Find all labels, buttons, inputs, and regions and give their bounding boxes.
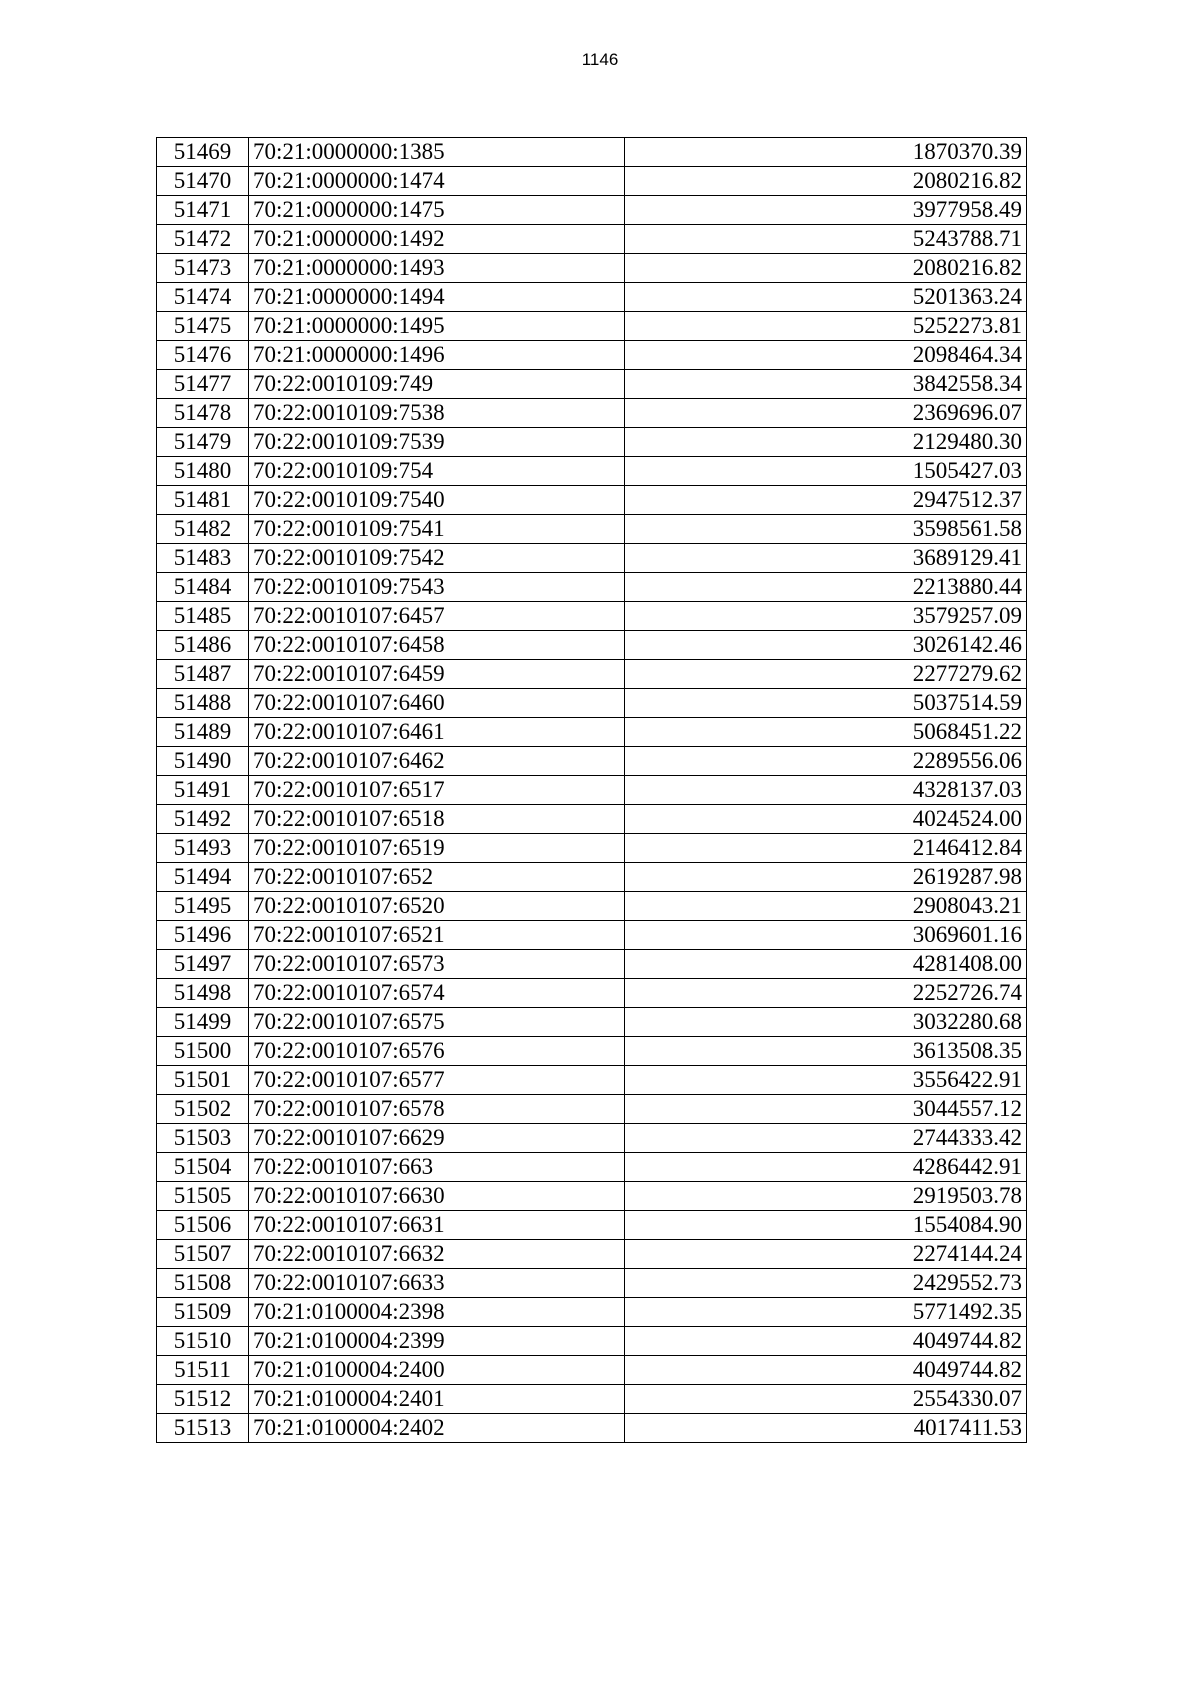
- row-number-cell: 51479: [157, 428, 249, 457]
- cadastral-number-cell: 70:21:0100004:2401: [249, 1385, 625, 1414]
- cadastral-number-cell: 70:21:0000000:1492: [249, 225, 625, 254]
- cadastral-number-cell: 70:22:0010109:7540: [249, 486, 625, 515]
- cadastral-number-cell: 70:22:0010107:6517: [249, 776, 625, 805]
- row-number-cell: 51503: [157, 1124, 249, 1153]
- cadastral-value-cell: 2919503.78: [625, 1182, 1027, 1211]
- cadastral-number-cell: 70:22:0010107:6519: [249, 834, 625, 863]
- cadastral-number-cell: 70:22:0010107:6577: [249, 1066, 625, 1095]
- table-row: [157, 1356, 1027, 1385]
- table-row: [157, 1414, 1027, 1443]
- cadastral-number-cell: 70:21:0000000:1493: [249, 254, 625, 283]
- table-row: [157, 1298, 1027, 1327]
- cadastral-value-cell: 3598561.58: [625, 515, 1027, 544]
- table-row: [157, 892, 1027, 921]
- table-row: [157, 544, 1027, 573]
- cadastral-value-cell: 2146412.84: [625, 834, 1027, 863]
- cadastral-value-cell: 2429552.73: [625, 1269, 1027, 1298]
- cadastral-value-cell: 2274144.24: [625, 1240, 1027, 1269]
- table-row: [157, 370, 1027, 399]
- cadastral-value-cell: 2098464.34: [625, 341, 1027, 370]
- table-row: [157, 1385, 1027, 1414]
- cadastral-number-cell: 70:21:0000000:1475: [249, 196, 625, 225]
- cadastral-value-cell: 2213880.44: [625, 573, 1027, 602]
- cadastral-value-cell: 3026142.46: [625, 631, 1027, 660]
- cadastral-number-cell: 70:22:0010107:6630: [249, 1182, 625, 1211]
- cadastral-number-cell: 70:21:0100004:2402: [249, 1414, 625, 1443]
- cadastral-value-cell: 3556422.91: [625, 1066, 1027, 1095]
- table-row: [157, 515, 1027, 544]
- row-number-cell: 51491: [157, 776, 249, 805]
- table-row: [157, 1182, 1027, 1211]
- table-row: [157, 254, 1027, 283]
- table-row: [157, 312, 1027, 341]
- row-number-cell: 51478: [157, 399, 249, 428]
- cadastral-value-cell: 5068451.22: [625, 718, 1027, 747]
- cadastral-number-cell: 70:21:0000000:1385: [249, 138, 625, 167]
- cadastral-value-cell: 3842558.34: [625, 370, 1027, 399]
- cadastral-value-cell: 3032280.68: [625, 1008, 1027, 1037]
- cadastral-value-cell: 4049744.82: [625, 1327, 1027, 1356]
- cadastral-value-cell: 4328137.03: [625, 776, 1027, 805]
- cadastral-number-cell: 70:22:0010107:6578: [249, 1095, 625, 1124]
- table-row: [157, 196, 1027, 225]
- cadastral-value-cell: 2744333.42: [625, 1124, 1027, 1153]
- row-number-cell: 51497: [157, 950, 249, 979]
- cadastral-value-cell: 2252726.74: [625, 979, 1027, 1008]
- row-number-cell: 51482: [157, 515, 249, 544]
- cadastral-number-cell: 70:21:0100004:2398: [249, 1298, 625, 1327]
- cadastral-number-cell: 70:22:0010107:6518: [249, 805, 625, 834]
- cadastral-number-cell: 70:22:0010109:7539: [249, 428, 625, 457]
- table-row: [157, 1211, 1027, 1240]
- cadastral-number-cell: 70:22:0010107:6575: [249, 1008, 625, 1037]
- row-number-cell: 51498: [157, 979, 249, 1008]
- row-number-cell: 51513: [157, 1414, 249, 1443]
- row-number-cell: 51471: [157, 196, 249, 225]
- cadastral-number-cell: 70:21:0000000:1496: [249, 341, 625, 370]
- cadastral-value-cell: 4049744.82: [625, 1356, 1027, 1385]
- cadastral-number-cell: 70:22:0010107:6632: [249, 1240, 625, 1269]
- row-number-cell: 51504: [157, 1153, 249, 1182]
- cadastral-value-cell: 1870370.39: [625, 138, 1027, 167]
- table-row: [157, 631, 1027, 660]
- cadastral-value-cell: 5252273.81: [625, 312, 1027, 341]
- table-row: [157, 1066, 1027, 1095]
- table-row: [157, 1327, 1027, 1356]
- cadastral-number-cell: 70:22:0010107:6457: [249, 602, 625, 631]
- cadastral-value-cell: 3579257.09: [625, 602, 1027, 631]
- row-number-cell: 51506: [157, 1211, 249, 1240]
- table-row: [157, 167, 1027, 196]
- cadastral-value-cell: 2947512.37: [625, 486, 1027, 515]
- table-row: [157, 399, 1027, 428]
- row-number-cell: 51476: [157, 341, 249, 370]
- row-number-cell: 51474: [157, 283, 249, 312]
- table-row: [157, 689, 1027, 718]
- table-row: [157, 341, 1027, 370]
- cadastral-value-cell: 2908043.21: [625, 892, 1027, 921]
- table-row: [157, 863, 1027, 892]
- row-number-cell: 51508: [157, 1269, 249, 1298]
- cadastral-number-cell: 70:22:0010107:652: [249, 863, 625, 892]
- table-row: [157, 776, 1027, 805]
- table-row: [157, 1095, 1027, 1124]
- cadastral-value-cell: 5243788.71: [625, 225, 1027, 254]
- cadastral-value-cell: 1554084.90: [625, 1211, 1027, 1240]
- table-row: [157, 1240, 1027, 1269]
- table-row: [157, 1037, 1027, 1066]
- cadastral-value-cell: 5771492.35: [625, 1298, 1027, 1327]
- table-row: [157, 747, 1027, 776]
- cadastral-value-cell: 2369696.07: [625, 399, 1027, 428]
- row-number-cell: 51511: [157, 1356, 249, 1385]
- row-number-cell: 51501: [157, 1066, 249, 1095]
- cadastral-value-cell: 4024524.00: [625, 805, 1027, 834]
- cadastral-value-cell: 4281408.00: [625, 950, 1027, 979]
- table-row: [157, 921, 1027, 950]
- cadastral-number-cell: 70:22:0010107:6460: [249, 689, 625, 718]
- cadastral-value-cell: 2080216.82: [625, 167, 1027, 196]
- cadastral-number-cell: 70:22:0010109:754: [249, 457, 625, 486]
- cadastral-value-cell: 3977958.49: [625, 196, 1027, 225]
- row-number-cell: 51480: [157, 457, 249, 486]
- cadastral-number-cell: 70:22:0010107:6633: [249, 1269, 625, 1298]
- table-row: [157, 225, 1027, 254]
- row-number-cell: 51512: [157, 1385, 249, 1414]
- row-number-cell: 51499: [157, 1008, 249, 1037]
- cadastral-number-cell: 70:21:0100004:2399: [249, 1327, 625, 1356]
- cadastral-number-cell: 70:22:0010107:6520: [249, 892, 625, 921]
- row-number-cell: 51486: [157, 631, 249, 660]
- cadastral-value-cell: 3044557.12: [625, 1095, 1027, 1124]
- table-row: [157, 283, 1027, 312]
- row-number-cell: 51475: [157, 312, 249, 341]
- table-row: [157, 1008, 1027, 1037]
- table-row: [157, 805, 1027, 834]
- cadastral-value-cell: 4017411.53: [625, 1414, 1027, 1443]
- table-row: [157, 573, 1027, 602]
- cadastral-number-cell: 70:22:0010107:6631: [249, 1211, 625, 1240]
- row-number-cell: 51470: [157, 167, 249, 196]
- table-row: [157, 979, 1027, 1008]
- cadastral-value-cell: 2289556.06: [625, 747, 1027, 776]
- cadastral-number-cell: 70:22:0010107:6629: [249, 1124, 625, 1153]
- cadastral-number-cell: 70:22:0010109:7542: [249, 544, 625, 573]
- row-number-cell: 51492: [157, 805, 249, 834]
- table-row: [157, 718, 1027, 747]
- cadastral-number-cell: 70:22:0010107:6576: [249, 1037, 625, 1066]
- row-number-cell: 51502: [157, 1095, 249, 1124]
- cadastral-number-cell: 70:22:0010107:6521: [249, 921, 625, 950]
- row-number-cell: 51469: [157, 138, 249, 167]
- cadastral-number-cell: 70:22:0010109:7541: [249, 515, 625, 544]
- table-body: [157, 138, 1027, 1443]
- table-row: [157, 660, 1027, 689]
- table-row: [157, 457, 1027, 486]
- cadastral-number-cell: 70:22:0010107:6574: [249, 979, 625, 1008]
- row-number-cell: 51484: [157, 573, 249, 602]
- row-number-cell: 51496: [157, 921, 249, 950]
- cadastral-number-cell: 70:22:0010107:6459: [249, 660, 625, 689]
- cadastral-value-cell: 2129480.30: [625, 428, 1027, 457]
- cadastral-number-cell: 70:21:0100004:2400: [249, 1356, 625, 1385]
- row-number-cell: 51477: [157, 370, 249, 399]
- row-number-cell: 51509: [157, 1298, 249, 1327]
- row-number-cell: 51487: [157, 660, 249, 689]
- table-row: [157, 950, 1027, 979]
- cadastral-value-cell: 2080216.82: [625, 254, 1027, 283]
- table-row: [157, 1269, 1027, 1298]
- row-number-cell: 51494: [157, 863, 249, 892]
- cadastral-number-cell: 70:22:0010107:6573: [249, 950, 625, 979]
- table-row: [157, 486, 1027, 515]
- cadastral-value-cell: 5037514.59: [625, 689, 1027, 718]
- cadastral-value-cell: 2277279.62: [625, 660, 1027, 689]
- row-number-cell: 51481: [157, 486, 249, 515]
- table-row: [157, 834, 1027, 863]
- row-number-cell: 51473: [157, 254, 249, 283]
- cadastral-number-cell: 70:22:0010109:7538: [249, 399, 625, 428]
- cadastral-value-cell: 3069601.16: [625, 921, 1027, 950]
- cadastral-number-cell: 70:21:0000000:1474: [249, 167, 625, 196]
- table-row: [157, 1153, 1027, 1182]
- cadastral-number-cell: 70:22:0010107:6458: [249, 631, 625, 660]
- row-number-cell: 51493: [157, 834, 249, 863]
- table-row: [157, 138, 1027, 167]
- cadastral-value-table: [156, 137, 1027, 1443]
- row-number-cell: 51490: [157, 747, 249, 776]
- cadastral-value-cell: 4286442.91: [625, 1153, 1027, 1182]
- row-number-cell: 51485: [157, 602, 249, 631]
- cadastral-number-cell: 70:21:0000000:1494: [249, 283, 625, 312]
- cadastral-value-cell: 3689129.41: [625, 544, 1027, 573]
- row-number-cell: 51505: [157, 1182, 249, 1211]
- cadastral-number-cell: 70:21:0000000:1495: [249, 312, 625, 341]
- table-row: [157, 1124, 1027, 1153]
- row-number-cell: 51489: [157, 718, 249, 747]
- cadastral-number-cell: 70:22:0010109:749: [249, 370, 625, 399]
- row-number-cell: 51507: [157, 1240, 249, 1269]
- row-number-cell: 51500: [157, 1037, 249, 1066]
- cadastral-value-cell: 1505427.03: [625, 457, 1027, 486]
- cadastral-number-cell: 70:22:0010109:7543: [249, 573, 625, 602]
- table-row: [157, 428, 1027, 457]
- cadastral-number-cell: 70:22:0010107:6461: [249, 718, 625, 747]
- row-number-cell: 51495: [157, 892, 249, 921]
- cadastral-value-cell: 3613508.35: [625, 1037, 1027, 1066]
- cadastral-value-cell: 5201363.24: [625, 283, 1027, 312]
- cadastral-number-cell: 70:22:0010107:6462: [249, 747, 625, 776]
- cadastral-value-cell: 2554330.07: [625, 1385, 1027, 1414]
- page-number: 1146: [581, 50, 619, 69]
- cadastral-value-cell: 2619287.98: [625, 863, 1027, 892]
- row-number-cell: 51483: [157, 544, 249, 573]
- row-number-cell: 51472: [157, 225, 249, 254]
- row-number-cell: 51510: [157, 1327, 249, 1356]
- cadastral-number-cell: 70:22:0010107:663: [249, 1153, 625, 1182]
- table-row: [157, 602, 1027, 631]
- row-number-cell: 51488: [157, 689, 249, 718]
